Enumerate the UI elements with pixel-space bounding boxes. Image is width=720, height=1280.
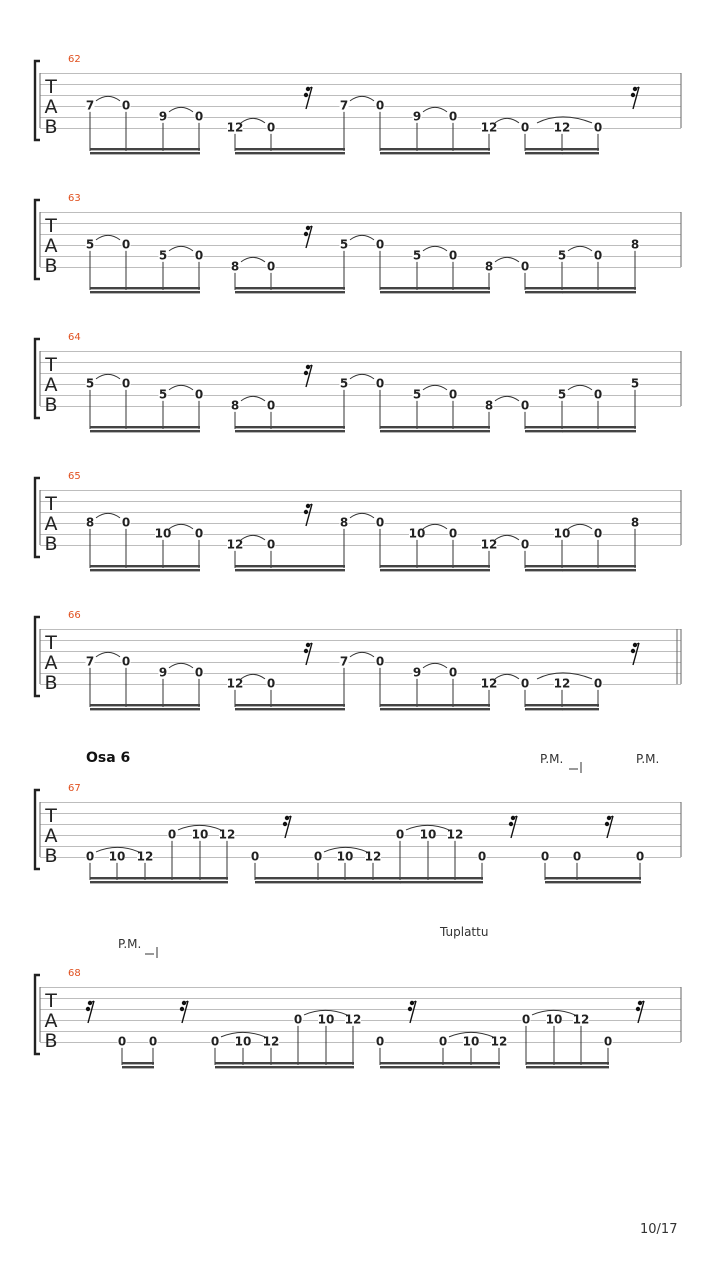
slur-mark xyxy=(423,663,447,668)
fret-number: 10 xyxy=(317,1012,335,1027)
beam-primary xyxy=(562,287,636,289)
tab-clef-letter: B xyxy=(44,672,58,694)
tab-system xyxy=(35,193,681,293)
tab-clef-letter: B xyxy=(44,116,58,138)
beam-secondary xyxy=(90,569,200,571)
fret-number: 0 xyxy=(520,398,530,413)
beam-secondary xyxy=(380,569,490,571)
fret-number: 7 xyxy=(85,654,95,669)
fret-number: 5 xyxy=(339,376,349,391)
beam-primary xyxy=(562,426,636,428)
fret-number: 0 xyxy=(148,1034,158,1049)
beam-primary xyxy=(122,1062,154,1064)
fret-number: 0 xyxy=(603,1034,613,1049)
beam-secondary xyxy=(525,708,563,710)
slur-mark xyxy=(423,524,447,529)
beam-primary xyxy=(400,877,483,879)
fret-number: 5 xyxy=(557,387,567,402)
fret-number: 12 xyxy=(218,827,236,842)
slur-mark xyxy=(241,535,265,540)
fret-number: 0 xyxy=(375,376,385,391)
beam-primary xyxy=(562,565,636,567)
fret-number: 0 xyxy=(266,398,276,413)
fret-number: 0 xyxy=(85,849,95,864)
slur-mark xyxy=(495,535,519,540)
slur-mark xyxy=(169,246,193,251)
system-bracket xyxy=(35,975,40,1054)
fret-number: 5 xyxy=(158,248,168,263)
rest-icon xyxy=(304,643,312,665)
rest-icon xyxy=(631,643,639,665)
beam-secondary xyxy=(525,430,563,432)
measure-number: 67 xyxy=(68,783,81,794)
fret-number: 0 xyxy=(194,526,204,541)
beam-secondary xyxy=(235,708,345,710)
rest-icon xyxy=(631,87,639,109)
fret-number: 12 xyxy=(364,849,382,864)
measure-number: 63 xyxy=(68,193,81,204)
tab-clef-letter: A xyxy=(44,652,58,674)
beam-primary xyxy=(215,1062,354,1064)
fret-number: 0 xyxy=(117,1034,127,1049)
fret-number: 0 xyxy=(194,109,204,124)
measure-number: 68 xyxy=(68,968,81,979)
fret-number: 0 xyxy=(635,849,645,864)
measure-number: 65 xyxy=(68,471,81,482)
fret-number: 12 xyxy=(262,1034,280,1049)
fret-number: 5 xyxy=(85,237,95,252)
slur-mark xyxy=(423,246,447,251)
system-bracket xyxy=(35,478,40,557)
beam-secondary xyxy=(526,1066,609,1068)
fret-number: 0 xyxy=(593,526,603,541)
fret-number: 8 xyxy=(484,398,494,413)
fret-number: 10 xyxy=(108,849,126,864)
fret-number: 0 xyxy=(520,537,530,552)
measure-number: 66 xyxy=(68,610,81,621)
palm-mute-label: P.M. xyxy=(636,752,660,766)
fret-number: 9 xyxy=(158,109,168,124)
tab-clef-letter: A xyxy=(44,1010,58,1032)
fret-number: 0 xyxy=(167,827,177,842)
fret-number: 12 xyxy=(136,849,154,864)
fret-number: 8 xyxy=(230,398,240,413)
slur-mark xyxy=(350,374,374,379)
beam-primary xyxy=(90,426,200,428)
system-bracket xyxy=(35,339,40,418)
slur-mark xyxy=(96,513,120,518)
beam-secondary xyxy=(235,569,345,571)
slur-mark xyxy=(96,374,120,379)
fret-number: 0 xyxy=(121,376,131,391)
beam-primary xyxy=(525,426,563,428)
beam-secondary xyxy=(525,291,563,293)
beam-primary xyxy=(380,287,490,289)
beam-primary xyxy=(380,426,490,428)
rest-icon xyxy=(605,816,613,838)
rest-icon xyxy=(180,1001,188,1023)
beam-primary xyxy=(562,704,599,706)
palm-mute-label: P.M. xyxy=(540,752,564,766)
rest-icon xyxy=(636,1001,644,1023)
fret-number: 0 xyxy=(593,387,603,402)
tab-system xyxy=(35,610,681,710)
fret-number: 0 xyxy=(520,120,530,135)
fret-number: 0 xyxy=(477,849,487,864)
page-number: 10/17 xyxy=(640,1222,678,1237)
slur-mark xyxy=(350,652,374,657)
fret-number: 0 xyxy=(521,1012,531,1027)
beam-secondary xyxy=(380,1066,500,1068)
fret-number: 0 xyxy=(540,849,550,864)
tab-clef-letter: A xyxy=(44,235,58,257)
fret-number: 12 xyxy=(226,676,244,691)
tab-system xyxy=(35,54,681,154)
fret-number: 8 xyxy=(630,515,640,530)
fret-number: 0 xyxy=(448,665,458,680)
fret-number: 0 xyxy=(375,1034,385,1049)
beam-primary xyxy=(90,704,200,706)
slur-mark xyxy=(350,513,374,518)
fret-number: 0 xyxy=(572,849,582,864)
slur-mark xyxy=(169,663,193,668)
tab-clef-letter: T xyxy=(45,76,57,98)
tab-clef-letter: B xyxy=(44,255,58,277)
fret-number: 7 xyxy=(85,98,95,113)
system-bracket xyxy=(35,790,40,869)
slur-mark xyxy=(423,385,447,390)
beam-primary xyxy=(235,704,345,706)
beam-primary xyxy=(525,704,563,706)
beam-primary xyxy=(380,704,490,706)
beam-primary xyxy=(235,287,345,289)
fret-number: 12 xyxy=(226,537,244,552)
rest-icon xyxy=(408,1001,416,1023)
fret-number: 0 xyxy=(266,537,276,552)
tab-system xyxy=(35,471,681,571)
tab-clef-letter: B xyxy=(44,845,58,867)
tab-clef-letter: T xyxy=(45,354,57,376)
beam-secondary xyxy=(235,152,345,154)
fret-number: 0 xyxy=(194,665,204,680)
fret-number: 8 xyxy=(484,259,494,274)
beam-primary xyxy=(90,148,200,150)
slur-mark xyxy=(169,107,193,112)
fret-number: 0 xyxy=(375,515,385,530)
fret-number: 12 xyxy=(490,1034,508,1049)
slur-mark xyxy=(495,257,519,262)
beam-secondary xyxy=(380,152,490,154)
rest-icon xyxy=(304,365,312,387)
fret-number: 0 xyxy=(375,237,385,252)
fret-number: 0 xyxy=(448,526,458,541)
slur-mark xyxy=(350,96,374,101)
beam-primary xyxy=(526,1062,609,1064)
beam-secondary xyxy=(90,881,228,883)
slur-mark xyxy=(568,524,592,529)
beam-primary xyxy=(525,148,563,150)
beam-primary xyxy=(90,565,200,567)
fret-number: 0 xyxy=(438,1034,448,1049)
fret-number: 10 xyxy=(336,849,354,864)
slur-mark xyxy=(241,674,265,679)
rest-icon xyxy=(86,1001,94,1023)
fret-number: 5 xyxy=(85,376,95,391)
fret-number: 10 xyxy=(234,1034,252,1049)
tab-clef-letter: A xyxy=(44,96,58,118)
fret-number: 12 xyxy=(480,120,498,135)
beam-primary xyxy=(235,565,345,567)
beam-secondary xyxy=(562,152,599,154)
fret-number: 10 xyxy=(419,827,437,842)
fret-number: 9 xyxy=(412,109,422,124)
beam-primary xyxy=(545,877,641,879)
beam-primary xyxy=(380,1062,500,1064)
fret-number: 12 xyxy=(446,827,464,842)
tab-system xyxy=(35,783,681,883)
fret-number: 0 xyxy=(375,654,385,669)
palm-mute-label: P.M. xyxy=(118,937,142,951)
beam-secondary xyxy=(255,881,401,883)
beam-secondary xyxy=(562,291,636,293)
beam-primary xyxy=(235,426,345,428)
section-label: Osa 6 xyxy=(86,750,131,766)
fret-number: 0 xyxy=(121,237,131,252)
fret-number: 0 xyxy=(194,387,204,402)
measure-number: 62 xyxy=(68,54,81,65)
system-bracket xyxy=(35,61,40,140)
fret-number: 5 xyxy=(339,237,349,252)
beam-primary xyxy=(380,565,490,567)
fret-number: 10 xyxy=(553,526,571,541)
rest-icon xyxy=(509,816,517,838)
fret-number: 0 xyxy=(266,676,276,691)
fret-number: 0 xyxy=(395,827,405,842)
tab-clef-letter: T xyxy=(45,805,57,827)
beam-secondary xyxy=(122,1066,154,1068)
rest-icon xyxy=(304,87,312,109)
tab-clef-letter: B xyxy=(44,1030,58,1052)
fret-number: 5 xyxy=(412,248,422,263)
beam-secondary xyxy=(215,1066,354,1068)
tab-clef-letter: T xyxy=(45,990,57,1012)
slur-mark xyxy=(96,235,120,240)
tab-clef-letter: A xyxy=(44,825,58,847)
slur-mark xyxy=(495,674,519,679)
beam-secondary xyxy=(525,569,563,571)
beam-secondary xyxy=(545,881,641,883)
beam-secondary xyxy=(400,881,483,883)
beam-secondary xyxy=(562,708,599,710)
measure-number: 64 xyxy=(68,332,81,343)
fret-number: 0 xyxy=(593,248,603,263)
slur-mark xyxy=(568,246,592,251)
slur-mark xyxy=(495,118,519,123)
beam-secondary xyxy=(380,291,490,293)
beam-primary xyxy=(90,287,200,289)
slur-mark xyxy=(241,257,265,262)
fret-number: 0 xyxy=(293,1012,303,1027)
beam-primary xyxy=(90,877,228,879)
rest-icon xyxy=(283,816,291,838)
fret-number: 10 xyxy=(408,526,426,541)
tab-system xyxy=(35,968,681,1068)
fret-number: 0 xyxy=(448,109,458,124)
fret-number: 0 xyxy=(266,120,276,135)
beam-primary xyxy=(380,148,490,150)
slur-mark xyxy=(241,118,265,123)
tab-clef-letter: T xyxy=(45,632,57,654)
fret-number: 8 xyxy=(230,259,240,274)
fret-number: 12 xyxy=(480,676,498,691)
fret-number: 5 xyxy=(412,387,422,402)
slur-mark xyxy=(350,235,374,240)
fret-number: 12 xyxy=(226,120,244,135)
system-bracket xyxy=(35,200,40,279)
fret-number: 0 xyxy=(448,387,458,402)
fret-number: 0 xyxy=(194,248,204,263)
beam-secondary xyxy=(90,152,200,154)
beam-secondary xyxy=(562,430,636,432)
beam-secondary xyxy=(90,708,200,710)
beam-secondary xyxy=(380,708,490,710)
fret-number: 9 xyxy=(412,665,422,680)
fret-number: 10 xyxy=(154,526,172,541)
fret-number: 0 xyxy=(121,515,131,530)
beam-secondary xyxy=(380,430,490,432)
fret-number: 0 xyxy=(448,248,458,263)
beam-primary xyxy=(525,565,563,567)
beam-secondary xyxy=(525,152,563,154)
fret-number: 12 xyxy=(480,537,498,552)
tab-clef-letter: A xyxy=(44,513,58,535)
beam-secondary xyxy=(235,430,345,432)
slur-mark xyxy=(169,524,193,529)
fret-number: 0 xyxy=(250,849,260,864)
fret-number: 8 xyxy=(85,515,95,530)
fret-number: 0 xyxy=(375,98,385,113)
fret-number: 5 xyxy=(158,387,168,402)
tab-clef-letter: B xyxy=(44,533,58,555)
tab-clef-letter: B xyxy=(44,394,58,416)
tab-clef-letter: A xyxy=(44,374,58,396)
tuplattu-label: Tuplattu xyxy=(440,925,489,939)
fret-number: 0 xyxy=(593,120,603,135)
rest-icon xyxy=(304,226,312,248)
slur-mark xyxy=(96,652,120,657)
fret-number: 5 xyxy=(557,248,567,263)
fret-number: 0 xyxy=(520,676,530,691)
fret-number: 0 xyxy=(313,849,323,864)
slur-mark xyxy=(495,396,519,401)
beam-primary xyxy=(562,148,599,150)
slur-mark xyxy=(423,107,447,112)
fret-number: 12 xyxy=(344,1012,362,1027)
beam-primary xyxy=(255,877,401,879)
beam-primary xyxy=(525,287,563,289)
tab-clef-letter: T xyxy=(45,215,57,237)
fret-number: 8 xyxy=(630,237,640,252)
fret-number: 7 xyxy=(339,98,349,113)
fret-number: 10 xyxy=(462,1034,480,1049)
fret-number: 5 xyxy=(630,376,640,391)
fret-number: 0 xyxy=(520,259,530,274)
fret-number: 12 xyxy=(553,676,571,691)
slur-mark xyxy=(169,385,193,390)
tab-clef-letter: T xyxy=(45,493,57,515)
fret-number: 10 xyxy=(545,1012,563,1027)
fret-number: 12 xyxy=(553,120,571,135)
slur-mark xyxy=(241,396,265,401)
beam-secondary xyxy=(562,569,636,571)
fret-number: 10 xyxy=(191,827,209,842)
slur-mark xyxy=(96,96,120,101)
beam-secondary xyxy=(90,430,200,432)
fret-number: 0 xyxy=(593,676,603,691)
fret-number: 0 xyxy=(121,98,131,113)
tab-system xyxy=(35,332,681,432)
fret-number: 0 xyxy=(121,654,131,669)
fret-number: 8 xyxy=(339,515,349,530)
fret-number: 0 xyxy=(210,1034,220,1049)
fret-number: 0 xyxy=(266,259,276,274)
fret-number: 12 xyxy=(572,1012,590,1027)
beam-secondary xyxy=(235,291,345,293)
system-bracket xyxy=(35,617,40,696)
rest-icon xyxy=(304,504,312,526)
fret-number: 9 xyxy=(158,665,168,680)
slur-mark xyxy=(568,385,592,390)
fret-number: 7 xyxy=(339,654,349,669)
beam-secondary xyxy=(90,291,200,293)
beam-primary xyxy=(235,148,345,150)
